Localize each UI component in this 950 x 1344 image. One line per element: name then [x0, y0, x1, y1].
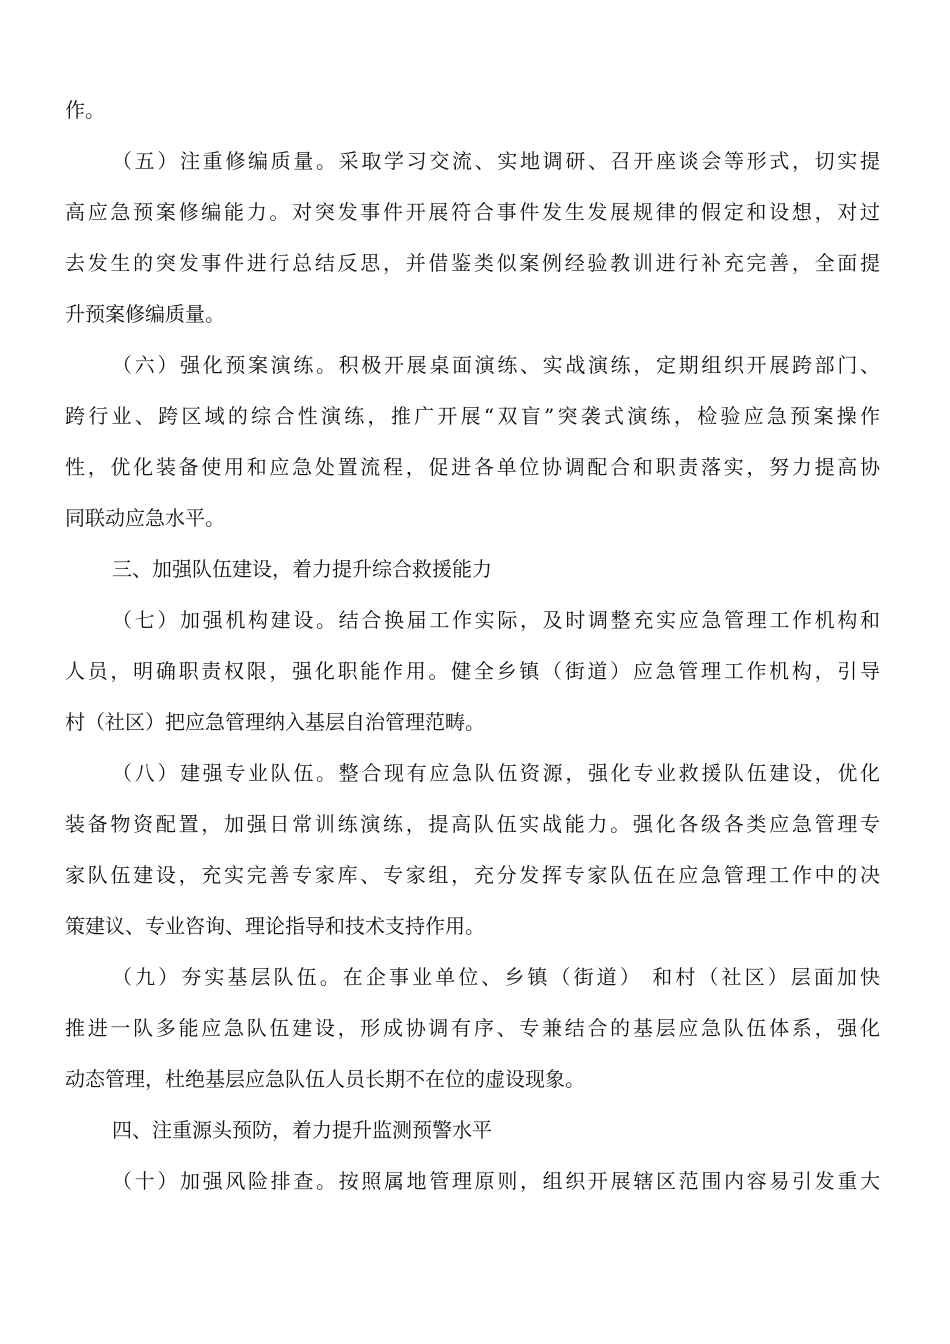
- paragraph-5-line: 升预案修编质量。: [65, 302, 225, 326]
- paragraph-5-line: （五）注重修编质量。采取学习交流、实地调研、召开座谈会等形式，切实提: [112, 149, 880, 173]
- paragraph-8-line: 装备物资配置，加强日常训练演练，提高队伍实战能力。强化各级各类应急管理专: [65, 812, 880, 836]
- section-heading: 三、加强队伍建设，着力提升综合救援能力: [112, 557, 492, 581]
- paragraph-9-line: （九）夯实基层队伍。在企事业单位、乡镇（街道） 和村（社区）层面加快: [112, 965, 880, 989]
- paragraph-5-line: 去发生的突发事件进行总结反思，并借鉴类似案例经验教训进行补充完善，全面提: [65, 251, 880, 275]
- paragraph-5-line: 高应急预案修编能力。对突发事件开展符合事件发生发展规律的假定和设想，对过: [65, 200, 880, 224]
- section-heading: 四、注重源头预防，着力提升监测预警水平: [112, 1118, 492, 1142]
- paragraph-7-line: 人员，明确职责权限，强化职能作用。健全乡镇（街道）应急管理工作机构，引导: [65, 659, 880, 683]
- text-line: 作。: [65, 98, 105, 122]
- paragraph-9-line: 动态管理，杜绝基层应急队伍人员长期不在位的虚设现象。: [65, 1067, 585, 1091]
- paragraph-8-line: 策建议、专业咨询、理论指导和技术支持作用。: [65, 914, 485, 938]
- paragraph-6-line: 性，优化装备使用和应急处置流程，促进各单位协调配合和职责落实，努力提高协: [65, 455, 880, 479]
- paragraph-8-line: （八）建强专业队伍。整合现有应急队伍资源，强化专业救援队伍建设，优化: [112, 761, 880, 785]
- paragraph-6-line: 同联动应急水平。: [65, 506, 225, 530]
- paragraph-7-line: 村（社区）把应急管理纳入基层自治管理范畴。: [65, 710, 485, 734]
- paragraph-6-line: （六）强化预案演练。积极开展桌面演练、实战演练，定期组织开展跨部门、: [112, 353, 880, 377]
- paragraph-9-line: 推进一队多能应急队伍建设，形成协调有序、专兼结合的基层应急队伍体系，强化: [65, 1016, 880, 1040]
- paragraph-8-line: 家队伍建设，充实完善专家库、专家组，充分发挥专家队伍在应急管理工作中的决: [65, 863, 880, 887]
- paragraph-6-line: 跨行业、跨区域的综合性演练，推广开展“双盲”突袭式演练，检验应急预案操作: [65, 404, 880, 428]
- paragraph-7-line: （七）加强机构建设。结合换届工作实际，及时调整充实应急管理工作机构和: [112, 608, 880, 632]
- paragraph-10-line: （十）加强风险排查。按照属地管理原则，组织开展辖区范围内容易引发重大: [112, 1169, 880, 1193]
